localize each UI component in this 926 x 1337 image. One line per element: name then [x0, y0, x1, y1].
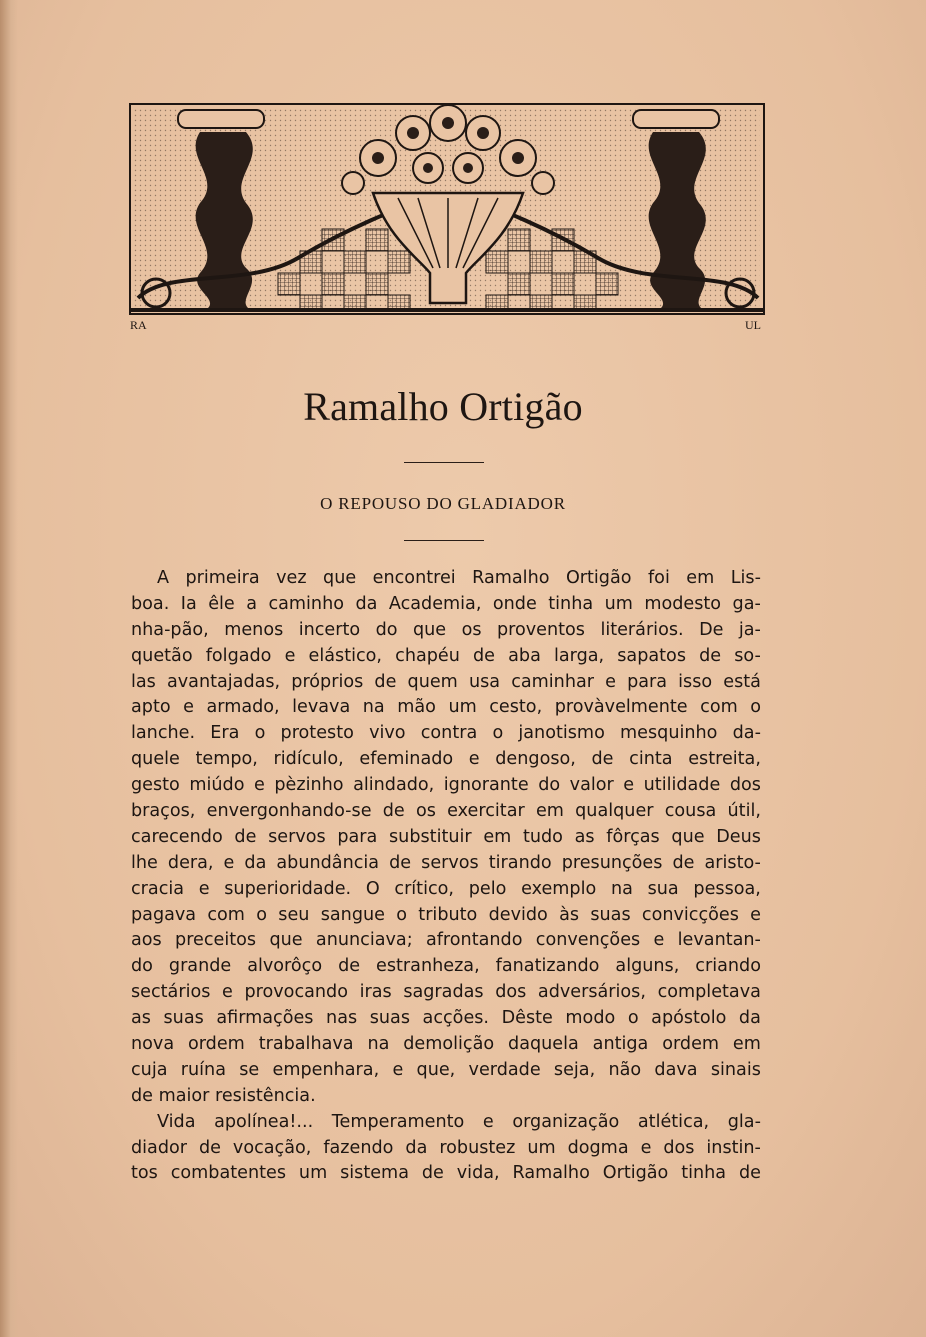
page-spine-shadow	[0, 0, 18, 1337]
text-line: aos preceitos que anunciava; afrontando convenções e levantan-	[131, 930, 761, 951]
text-line: lhe dera, e da abundância de servos tirando presunções de aristo-	[131, 852, 761, 873]
text-line: nha-pão, menos incerto do que os proventos literários. De ja-	[131, 619, 761, 640]
body-text	[131, 566, 761, 1187]
text-line: lanche. Era o protesto vivo contra o janotismo mesquinho da-	[131, 723, 761, 744]
text-line: Vida apolínea!... Temperamento e organização atlética, gla-	[157, 1111, 761, 1132]
text-line: tos combatentes um sistema de vida, Ramalho Ortigão tinha de	[131, 1163, 761, 1184]
text-line: diador de vocação, fazendo da robustez um dogma e dos instin-	[131, 1137, 761, 1158]
text-line: quele tempo, ridículo, efeminado e dengoso, de cinta estreita,	[131, 749, 761, 770]
text-line: las avantajadas, próprios de quem usa caminhar e para isso está	[131, 671, 761, 692]
text-line: A primeira vez que encontrei Ramalho Ortigão foi em Lis-	[157, 568, 761, 588]
text-line: de maior resistência.	[131, 1085, 316, 1106]
divider-rule-bottom	[404, 540, 484, 541]
text-line: braços, envergonhando-se de os exercitar em qualquer cousa útil,	[131, 801, 761, 822]
illustrator-signature-left: RA	[130, 318, 147, 332]
divider-rule-top	[404, 462, 484, 463]
text-line: quetão folgado e elástico, chapéu de aba larga, sapatos de so-	[131, 645, 761, 666]
chapter-title: Ramalho Ortigão	[303, 384, 583, 429]
text-line: as suas afirmações nas suas acções. Dêste modo o apóstolo da	[131, 1008, 761, 1029]
text-line: cuja ruína se empenhara, e que, verdade seja, não dava sinais	[131, 1059, 761, 1080]
text-line: apto e armado, levava na mão um cesto, provàvelmente com o	[131, 697, 761, 718]
text-line: gesto miúdo e pèzinho alindado, ignorante do valor e utilidade dos	[131, 775, 761, 796]
decorative-headpiece-illustration	[128, 98, 768, 328]
chapter-subtitle: O REPOUSO DO GLADIADOR	[320, 494, 566, 513]
text-line: sectários e provocando iras sagradas dos adversários, completava	[131, 982, 761, 1003]
text-line: pagava com o seu sangue o tributo devido às suas convicções e	[131, 904, 761, 925]
text-line: do grande alvorôço de estranheza, fanatizando alguns, criando	[131, 956, 761, 977]
text-line: carecendo de servos para substituir em tudo as fôrças que Deus	[131, 826, 761, 847]
text-line: cracia e superioridade. O crítico, pelo exemplo na sua pessoa,	[131, 878, 761, 899]
illustrator-signature-right: UL	[745, 318, 761, 332]
text-line: boa. Ia êle a caminho da Academia, onde tinha um modesto ga-	[131, 593, 761, 614]
text-line: nova ordem trabalhava na demolição daquela antiga ordem em	[131, 1034, 761, 1055]
